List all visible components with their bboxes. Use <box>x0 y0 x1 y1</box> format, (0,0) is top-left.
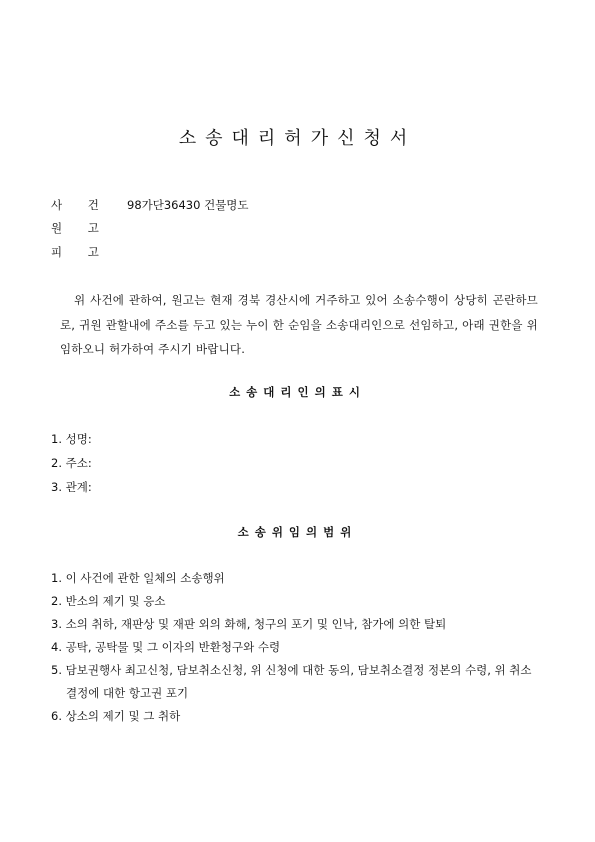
list-item: 3. 소의 취하, 재판상 및 재판 외의 화해, 청구의 포기 및 인낙, 참가에 의한 탈퇴 <box>51 617 447 631</box>
list-item: 6. 상소의 제기 및 그 취하 <box>51 709 181 723</box>
defendant-row <box>51 244 127 260</box>
list-item: 2. 주소: <box>51 456 92 470</box>
case-row <box>51 197 249 213</box>
agent-info-list <box>51 427 541 499</box>
document-title: 소송대리허가신청서 <box>178 128 417 149</box>
request-paragraph: 위 사건에 관하여, 원고는 현재 경북 경산시에 거주하고 있어 소송수행이 상당히 곤란하므로, 귀원 관할내에 주소를 두고 있는 누이 한 순임을 소송대리인으로 선임하고, 아래 권한을 위임하오니 허가하여 주시기 바랍니다. <box>60 293 538 356</box>
scope-list <box>51 567 541 728</box>
list-item: 5. 담보권행사 최고신청, 담보취소신청, 위 신청에 대한 동의, 담보취소결정 정본의 수령, 위 취소결정에 대한 항고권 포기 <box>51 663 532 700</box>
list-item: 4. 공탁, 공탁물 및 그 이자의 반환청구와 수령 <box>51 640 281 654</box>
case-label: 사 건 <box>51 198 110 212</box>
plaintiff-row <box>51 220 127 236</box>
list-item: 1. 이 사건에 관한 일체의 소송행위 <box>51 571 225 585</box>
defendant-label: 피 고 <box>51 245 110 259</box>
case-value: 98가단36430 건물명도 <box>127 198 249 212</box>
plaintiff-label: 원 고 <box>51 221 110 235</box>
agent-section-heading: 소송대리인의표시 <box>229 385 366 399</box>
list-item: 3. 관계: <box>51 480 92 494</box>
scope-section-heading: 소송위임의범위 <box>237 525 358 539</box>
list-item: 1. 성명: <box>51 432 92 446</box>
list-item: 2. 반소의 제기 및 응소 <box>51 594 166 608</box>
